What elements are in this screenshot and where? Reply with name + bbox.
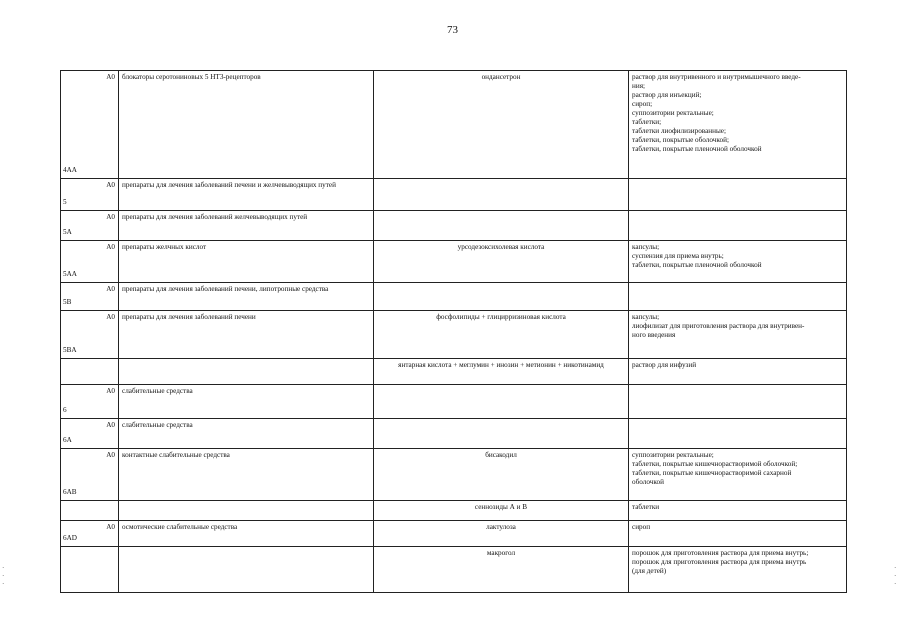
dosage-form-line: раствор для инъекций;	[632, 91, 702, 99]
atc-code-prefix: A0	[106, 523, 115, 531]
dosage-form-line: порошок для приготовления раствора для приема внутрь	[632, 558, 807, 566]
atc-code-cell	[61, 211, 119, 241]
dosage-form-line: таблетки, покрытые пленочной оболочкой	[632, 145, 762, 153]
atc-code-suffix: 5A	[63, 228, 72, 236]
atc-code-suffix: 5AA	[63, 270, 77, 278]
table-row	[61, 385, 847, 419]
atc-code-prefix: A0	[106, 387, 115, 395]
table-row	[61, 419, 847, 449]
table-row	[61, 241, 847, 283]
table-row	[61, 547, 847, 593]
group-name-cell: препараты для лечения заболеваний печени	[119, 311, 374, 359]
drug-name-cell: лактулоза	[374, 521, 629, 547]
dosage-forms-cell	[629, 521, 847, 547]
dosage-form-line: суппозитории ректальные;	[632, 109, 714, 117]
dosage-form-line: таблетки, покрытые кишечнорастворимой оболочкой;	[632, 460, 798, 468]
dosage-form-line: сироп	[632, 523, 651, 531]
group-name-cell: блокаторы серотониновых 5 НТ3-рецепторов	[119, 71, 374, 179]
dosage-forms-cell	[629, 311, 847, 359]
atc-code-prefix: A0	[106, 181, 115, 189]
group-name-cell: слабительные средства	[119, 419, 374, 449]
drug-name-cell: ондансетрон	[374, 71, 629, 179]
drug-name-cell	[374, 419, 629, 449]
atc-code-cell	[61, 359, 119, 385]
drug-name-cell: бисакодил	[374, 449, 629, 501]
group-name-cell	[119, 501, 374, 521]
dosage-forms-cell	[629, 547, 847, 593]
atc-code-prefix: A0	[106, 73, 115, 81]
dosage-form-line: таблетки, покрытые пленочной оболочкой	[632, 261, 762, 269]
dosage-form-line: суспензия для приема внутрь;	[632, 252, 724, 260]
dosage-form-line: ния;	[632, 82, 645, 90]
dosage-form-line: раствор для внутривенного и внутримышечного введе-	[632, 73, 801, 81]
table-row	[61, 179, 847, 211]
dosage-form-line: таблетки лиофилизированные;	[632, 127, 726, 135]
page-number: 73	[447, 24, 458, 36]
atc-code-cell	[61, 501, 119, 521]
dosage-form-line: таблетки, покрытые кишечнорастворимой сахарной	[632, 469, 792, 477]
dosage-forms-cell	[629, 449, 847, 501]
atc-code-prefix: A0	[106, 313, 115, 321]
dosage-form-line: порошок для приготовления раствора для приема внутрь;	[632, 549, 809, 557]
atc-code-cell	[61, 71, 119, 179]
table-row	[61, 211, 847, 241]
dosage-form-line: оболочкой	[632, 478, 664, 486]
drug-name-cell	[374, 179, 629, 211]
atc-code-suffix: 6A	[63, 436, 72, 444]
dosage-forms-cell	[629, 283, 847, 311]
atc-code-cell	[61, 179, 119, 211]
atc-code-cell	[61, 419, 119, 449]
group-name-cell	[119, 547, 374, 593]
atc-code-prefix: A0	[106, 421, 115, 429]
atc-code-suffix: 4AA	[63, 166, 77, 174]
group-name-cell: препараты для лечения заболеваний печени и желчевыводящих путей	[119, 179, 374, 211]
dosage-form-line: сироп;	[632, 100, 653, 108]
group-name-cell: слабительные средства	[119, 385, 374, 419]
dosage-form-line: капсулы;	[632, 243, 660, 251]
table-row	[61, 359, 847, 385]
atc-code-suffix: 5BA	[63, 346, 77, 354]
scan-edge-mark-left: · · ·	[2, 564, 5, 588]
dosage-forms-cell	[629, 71, 847, 179]
atc-code-prefix: A0	[106, 285, 115, 293]
atc-code-cell	[61, 311, 119, 359]
table-row	[61, 71, 847, 179]
atc-code-prefix: A0	[106, 243, 115, 251]
table-row	[61, 521, 847, 547]
dosage-forms-cell	[629, 179, 847, 211]
dosage-forms-cell	[629, 241, 847, 283]
dosage-form-line: суппозитории ректальные;	[632, 451, 714, 459]
scan-edge-mark-right: · · ·	[894, 564, 897, 588]
group-name-cell: осмотические слабительные средства	[119, 521, 374, 547]
atc-code-suffix: 5	[63, 198, 67, 206]
atc-code-suffix: 5B	[63, 298, 72, 306]
dosage-form-line: капсулы;	[632, 313, 660, 321]
group-name-cell: препараты для лечения заболеваний печени, липотропные средства	[119, 283, 374, 311]
atc-code-cell	[61, 283, 119, 311]
drug-name-cell	[374, 385, 629, 419]
atc-code-cell	[61, 385, 119, 419]
drug-name-cell: макрогол	[374, 547, 629, 593]
dosage-form-line: таблетки	[632, 503, 660, 511]
drug-name-cell: фосфолипиды + глицирризиновая кислота	[374, 311, 629, 359]
group-name-cell: контактные слабительные средства	[119, 449, 374, 501]
drug-name-cell	[374, 211, 629, 241]
drug-name-cell: урсодезоксихолевая кислота	[374, 241, 629, 283]
drug-name-cell: сеннозиды А и В	[374, 501, 629, 521]
table-row	[61, 449, 847, 501]
atc-code-cell	[61, 241, 119, 283]
table-row	[61, 501, 847, 521]
atc-code-suffix: 6AB	[63, 488, 77, 496]
table-row	[61, 311, 847, 359]
dosage-form-line: (для детей)	[632, 567, 667, 575]
atc-table	[60, 70, 847, 593]
dosage-forms-cell	[629, 501, 847, 521]
group-name-cell: препараты желчных кислот	[119, 241, 374, 283]
atc-code-cell	[61, 449, 119, 501]
drug-name-cell: янтарная кислота + меглумин + инозин + метионин + никотинамид	[374, 359, 629, 385]
dosage-form-line: лиофилизат для приготовления раствора для внутривен-	[632, 322, 805, 330]
dosage-forms-cell	[629, 211, 847, 241]
dosage-forms-cell	[629, 385, 847, 419]
dosage-forms-cell	[629, 359, 847, 385]
group-name-cell	[119, 359, 374, 385]
dosage-form-line: таблетки, покрытые оболочкой;	[632, 136, 729, 144]
drug-name-cell	[374, 283, 629, 311]
group-name-cell: препараты для лечения заболеваний желчевыводящих путей	[119, 211, 374, 241]
atc-code-prefix: A0	[106, 213, 115, 221]
atc-code-suffix: 6	[63, 406, 67, 414]
atc-code-suffix: 6AD	[63, 534, 77, 542]
dosage-form-line: таблетки;	[632, 118, 662, 126]
dosage-forms-cell	[629, 419, 847, 449]
atc-code-prefix: A0	[106, 451, 115, 459]
dosage-form-line: раствор для инфузий	[632, 361, 697, 369]
atc-code-cell	[61, 521, 119, 547]
atc-code-cell	[61, 547, 119, 593]
dosage-form-line: ного введения	[632, 331, 676, 339]
table-row	[61, 283, 847, 311]
